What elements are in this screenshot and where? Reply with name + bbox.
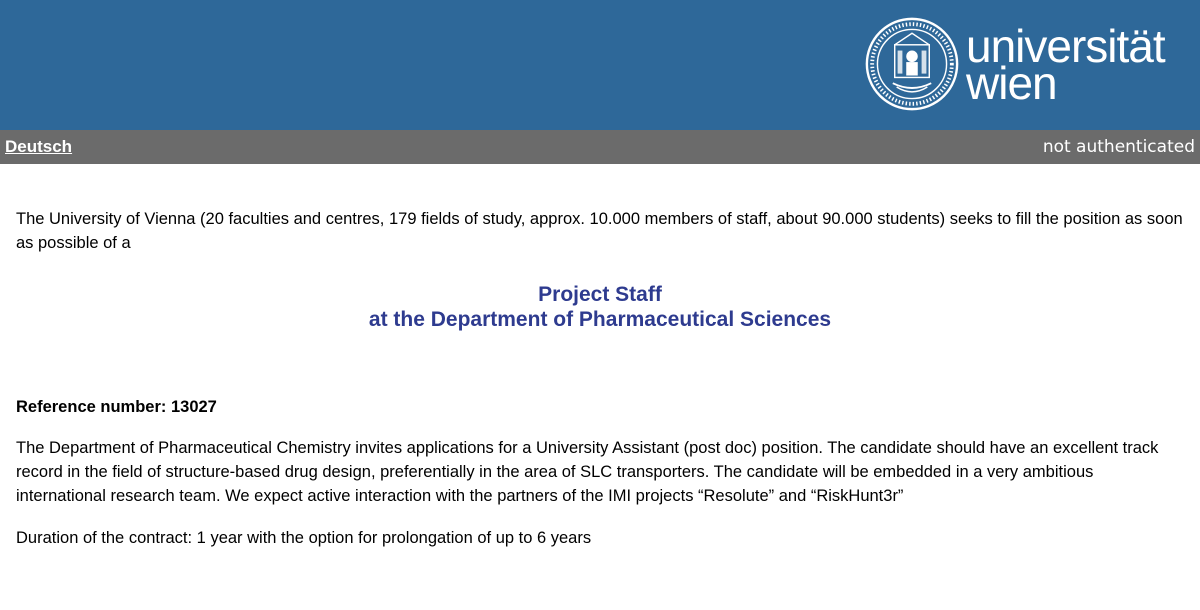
university-logo[interactable] [864,16,1165,112]
job-title-line-1: Project Staff [538,283,662,306]
logo-line-1: universität [966,20,1165,72]
reference-number: Reference number: 13027 [16,398,217,416]
contract-duration: Duration of the contract: 1 year with the option for prolongation of up to 6 years [16,529,592,547]
logo-line-2: wien [966,57,1057,109]
logo-wordmark [966,20,1165,109]
job-posting [0,207,1200,550]
auth-status: not authenticated [1042,137,1195,157]
header-banner [0,0,1200,130]
toolbar [0,130,1200,164]
language-switch-link[interactable]: Deutsch [5,137,73,156]
job-title [16,282,1184,332]
intro-text: The University of Vienna (20 faculties and centres, 179 fields of study, approx. 10.000 members of staff, about 90.000 students) seeks to fill the position as soon as possible of a [16,210,1183,252]
description-text: The Department of Pharmaceutical Chemistry invites applications for a University Assistant (post doc) position. The candidate should have an excellent track record in the field of structure-based drug design, preferentially in the area of SLC transporters. The candidate will be embedded in a very ambitious international research team. We expect active interaction with the partners of the IMI projects “Resolute” and “RiskHunt3r” [16,439,1159,505]
university-seal-icon [864,16,960,112]
job-title-line-2: at the Department of Pharmaceutical Sciences [368,308,832,331]
